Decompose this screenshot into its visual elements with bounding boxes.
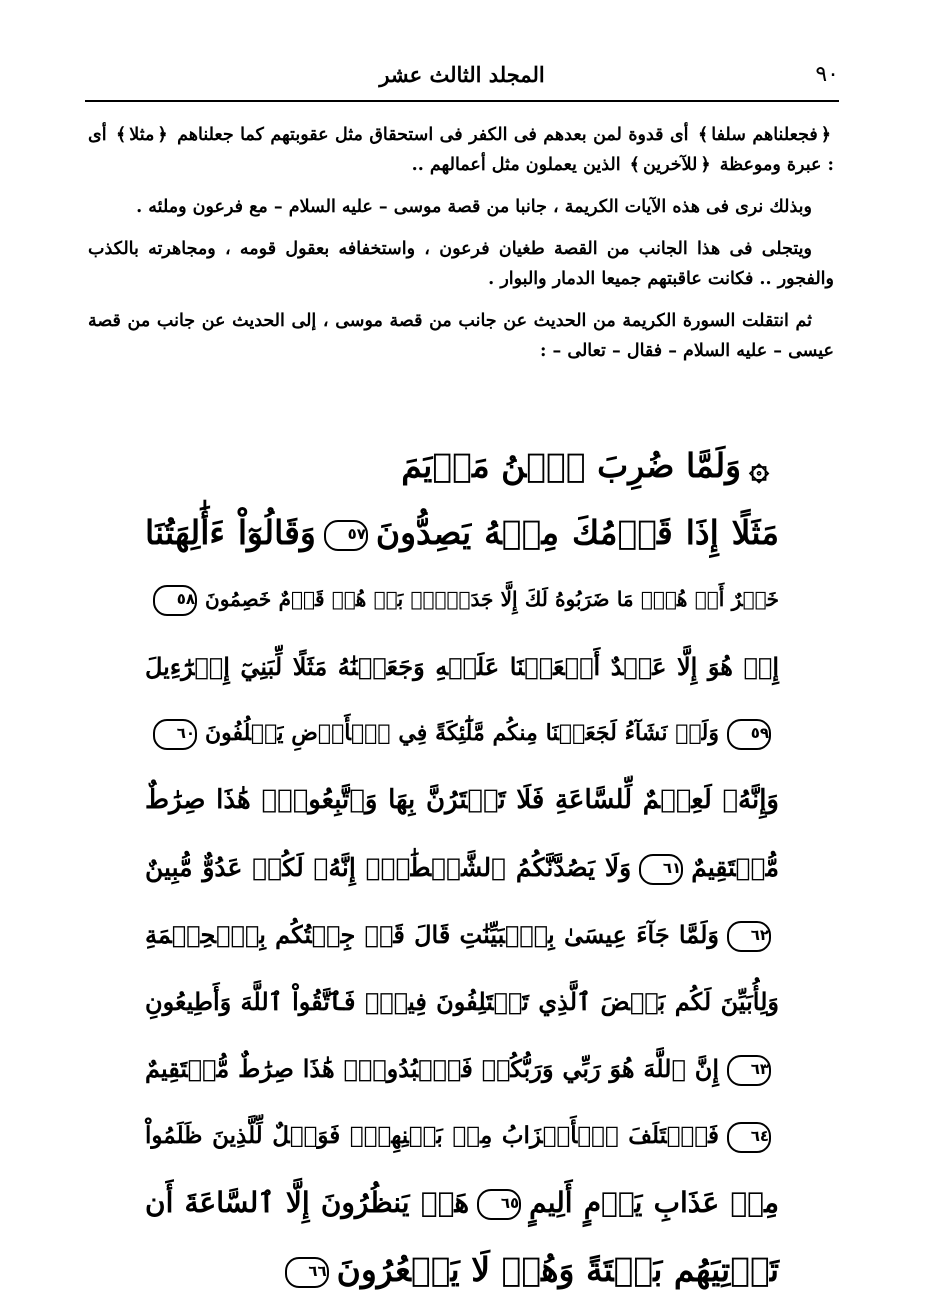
quote-close-bracket: ﴾ — [116, 125, 127, 145]
verse-text: هَلۡ يَنظُرُونَ إِلَّا ٱلسَّاعَةَ أَن — [145, 1186, 470, 1219]
verse-line — [145, 1236, 779, 1303]
verse-number-marker: ٦١ — [639, 854, 683, 885]
verse-text: خَيۡرٌ أَمۡ هُوَۚ مَا ضَرَبُوهُ لَكَ إِلَّا جَدَلَۢاۚ بَلۡ هُمۡ قَوۡمٌ خَصِمُونَ — [205, 587, 779, 611]
verse-line — [145, 1169, 779, 1236]
verse-text: وَلَوۡ نَشَآءُ لَجَعَلۡنَا مِنكُم مَّلَٰٓئِكَةً فِي ٱلۡأَرۡضِ يَخۡلُفُونَ — [205, 720, 719, 746]
verse-number-marker: ٦٣ — [727, 1055, 771, 1086]
running-header — [85, 62, 839, 100]
verse-text: مَثَلًا إِذَا قَوۡمُكَ مِنۡهُ يَصِدُّونَ — [375, 513, 780, 552]
verse-text: إِنۡ هُوَ إِلَّا عَبۡدٌ أَنۡعَمۡنَا عَلَيۡهِ وَجَعَلۡنَٰهُ مَثَلًا لِّبَنِيٓ إِسۡرَٰٓءِيلَ — [145, 652, 779, 681]
verse-text: فَٱخۡتَلَفَ ٱلۡأَحۡزَابُ مِنۢ بَيۡنِهِمۡۖ فَوَيۡلٌ لِّلَّذِينَ ظَلَمُواْ — [145, 1122, 719, 1149]
verse-number-marker: ٥٧ — [324, 520, 368, 551]
verse-number-marker: ٦٠ — [153, 719, 197, 750]
quote-close-bracket: ﴾ — [629, 155, 640, 175]
quoted-phrase-2: مثلا — [129, 125, 155, 145]
verse-number-marker: ٦٦ — [285, 1257, 329, 1288]
paragraph-1-text-c: الذين يعملون مثل أعمالهم .. — [411, 155, 621, 175]
quote-close-bracket: ﴾ — [697, 125, 709, 145]
verse-text: مِنۡ عَذَابِ يَوۡمٍ أَلِيمٍ — [529, 1186, 779, 1219]
verse-number-marker: ٦٥ — [477, 1189, 521, 1220]
quran-verses — [145, 432, 779, 1303]
verse-text: وَلِأُبَيِّنَ لَكُم بَعۡضَ ٱلَّذِي تَخۡتَلِفُونَ فِيهِۖ فَٱتَّقُواْ ٱللَّهَ وَأَطِيعُونِ — [145, 987, 779, 1016]
verse-text: وَلَمَّا جَآءَ عِيسَىٰ بِٱلۡبَيِّنَٰتِ قَالَ قَدۡ جِئۡتُكُم بِٱلۡحِكۡمَةِ — [145, 920, 719, 949]
verse-line — [145, 700, 779, 767]
verse-line — [145, 499, 779, 566]
paragraph-3: ويتجلى فى هذا الجانب من القصة طغيان فرعون ، واستخفافه بعقول قومه ، ومجاهرته بالكذب والفجور .. فكانت عاقبتهم جميعا الدمار والبوار . — [88, 239, 834, 289]
paragraph-1-text-a: أى قدوة لمن بعدهم فى الكفر فى استحقاق مثل عقوبتهم كما جعلناهم — [177, 125, 689, 145]
verse-line — [145, 1035, 779, 1102]
verse-line — [145, 901, 779, 968]
quote-open-bracket: ﴿ — [157, 125, 168, 145]
verse-text: وَلَا يَصُدَّنَّكُمُ ٱلشَّيۡطَٰنُۖ إِنَّهُۥ لَكُمۡ عَدُوٌّ مُّبِينٌ — [145, 853, 632, 882]
volume-title: المجلد الثالث عشر — [379, 62, 545, 87]
verse-line — [145, 1102, 779, 1169]
commentary-text — [88, 120, 834, 378]
verse-line — [145, 566, 779, 633]
quoted-phrase-3: للآخرين — [642, 155, 698, 175]
paragraph-1-text-b: أى : عبرة وموعظة — [88, 125, 834, 175]
verse-line — [145, 432, 779, 499]
verse-line — [145, 633, 779, 700]
verse-line — [145, 767, 779, 834]
paragraph-4: ثم انتقلت السورة الكريمة من الحديث عن جانب من قصة موسى ، إلى الحديث عن جانب من قصة عيسى – عليه السلام – فقال – تعالى – : — [88, 311, 834, 361]
paragraph-2: وبذلك نرى فى هذه الآيات الكريمة ، جانبا من قصة موسى – عليه السلام – مع فرعون وملئه . — [136, 197, 812, 217]
quoted-phrase-1: فجعلناهم سلفا — [711, 125, 818, 145]
verse-text: وَإِنَّهُۥ لَعِلۡمٌ لِّلسَّاعَةِ فَلَا تَمۡتَرُنَّ بِهَا وَٱتَّبِعُونِۚ هَٰذَا صِرَٰطٌ — [145, 785, 779, 815]
verse-number-marker: ٥٨ — [153, 585, 197, 616]
verse-text: مُّسۡتَقِيمٌ — [691, 853, 779, 882]
verse-text: وَلَمَّا ضُرِبَ ٱبۡنُ مَرۡيَمَ — [401, 446, 742, 485]
verse-text: تَأۡتِيَهُم بَغۡتَةً وَهُمۡ لَا يَشۡعُرُونَ — [336, 1250, 779, 1289]
quote-open-bracket: ﴿ — [700, 155, 711, 175]
quote-open-bracket: ﴿ — [820, 125, 831, 145]
verse-line — [145, 968, 779, 1035]
paragraph-1 — [88, 120, 834, 180]
header-rule — [85, 100, 839, 102]
verse-text: وَقَالُوٓاْ ءَأَٰلِهَتُنَا — [145, 513, 316, 552]
verse-line — [145, 834, 779, 901]
verse-number-marker: ٦٢ — [727, 921, 771, 952]
verse-text: إِنَّ ٱللَّهَ هُوَ رَبِّي وَرَبُّكُمۡ فَٱعۡبُدُوهُۚ هَٰذَا صِرَٰطٌ مُّسۡتَقِيمٌ — [145, 1054, 719, 1083]
verse-number-marker: ٦٤ — [727, 1122, 771, 1153]
page-number: ٩٠ — [815, 62, 839, 87]
verse-number-marker: ٥٩ — [727, 719, 771, 750]
hizb-star-icon: ۞ — [749, 447, 769, 488]
